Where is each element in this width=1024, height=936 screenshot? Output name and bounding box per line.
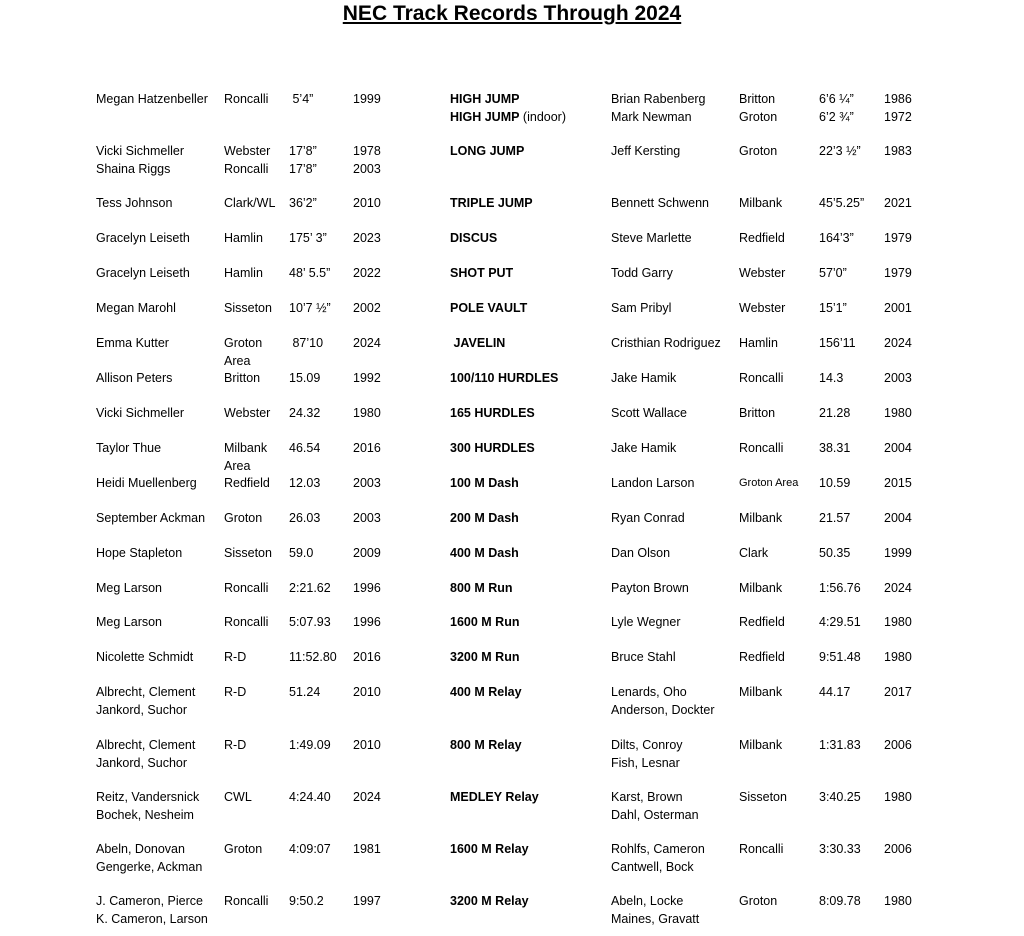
- boys-school: Milbank: [739, 581, 783, 595]
- boys-name: Abeln, Locke Maines, Gravatt: [611, 894, 700, 926]
- boys-mark: 44.17: [819, 685, 851, 699]
- girls-mark: 17’8” 17’8”: [289, 144, 317, 176]
- girls-mark: 87’10: [289, 336, 324, 350]
- girls-mark: 4:09:07: [289, 842, 331, 856]
- event-name: [450, 335, 505, 353]
- event-label: MEDLEY Relay: [450, 790, 539, 804]
- record-row: [0, 230, 1024, 270]
- girls-mark: 59.0: [289, 546, 314, 560]
- record-row: [0, 545, 1024, 585]
- boys-school: Milbank: [739, 738, 783, 752]
- girls-mark: 4:24.40: [289, 790, 331, 804]
- girls-school: Webster Roncalli: [224, 144, 271, 176]
- event-name: [450, 370, 558, 388]
- record-row: [0, 335, 1024, 375]
- boys-school: Clark: [739, 546, 769, 560]
- girls-year: 1992: [353, 371, 381, 385]
- boys-year: 2015: [884, 476, 912, 490]
- girls-school: Groton: [224, 842, 263, 856]
- girls-name: Allison Peters: [96, 371, 173, 385]
- boys-mark: 6’6 ¼” 6’2 ¾”: [819, 92, 854, 124]
- girls-school: Roncalli: [224, 894, 269, 908]
- boys-name: Cristhian Rodriguez: [611, 336, 721, 350]
- boys-name: Scott Wallace: [611, 406, 687, 420]
- girls-school: Groton Area: [224, 336, 263, 368]
- event-name: [450, 684, 522, 702]
- boys-name: Sam Pribyl: [611, 301, 672, 315]
- girls-name: Meg Larson: [96, 581, 163, 595]
- girls-mark: 12.03: [289, 476, 321, 490]
- event-label: DISCUS: [450, 231, 498, 245]
- event-label: JAVELIN: [450, 336, 506, 350]
- boys-mark: 45’5.25”: [819, 196, 865, 210]
- boys-mark: 22’3 ½”: [819, 144, 861, 158]
- boys-name: Bennett Schwenn: [611, 196, 709, 210]
- boys-mark: 3:40.25: [819, 790, 861, 804]
- boys-year: 1986 1972: [884, 92, 912, 124]
- event-label: 1600 M Run: [450, 615, 520, 629]
- girls-year: 1978 2003: [353, 144, 381, 176]
- event-label: 100 M Dash: [450, 476, 519, 490]
- girls-mark: 2:21.62: [289, 581, 331, 595]
- girls-name: Tess Johnson: [96, 196, 173, 210]
- boys-year: 1980: [884, 406, 912, 420]
- event-label: 800 M Run: [450, 581, 513, 595]
- boys-mark: 3:30.33: [819, 842, 861, 856]
- boys-name: Jake Hamik: [611, 441, 677, 455]
- girls-name: J. Cameron, Pierce K. Cameron, Larson: [96, 894, 208, 926]
- girls-mark: 26.03: [289, 511, 321, 525]
- girls-name: Albrecht, Clement Jankord, Suchor: [96, 738, 196, 770]
- event-note: (indoor): [519, 109, 566, 124]
- record-row: [0, 195, 1024, 235]
- girls-name: Vicki Sichmeller: [96, 406, 184, 420]
- record-row: [0, 440, 1024, 480]
- event-name: [450, 405, 535, 423]
- record-row: [0, 405, 1024, 445]
- boys-name: Lyle Wegner: [611, 615, 681, 629]
- girls-name: Hope Stapleton: [96, 546, 183, 560]
- girls-year: 2010: [353, 196, 381, 210]
- girls-mark: 48’ 5.5”: [289, 266, 331, 280]
- boys-name: Lenards, Oho Anderson, Dockter: [611, 685, 715, 717]
- event-label: 3200 M Run: [450, 650, 520, 664]
- event-name: [450, 841, 529, 859]
- boys-school: Milbank: [739, 511, 783, 525]
- girls-mark: 5:07.93: [289, 615, 331, 629]
- boys-name: Landon Larson: [611, 476, 695, 490]
- boys-mark: 14.3: [819, 371, 844, 385]
- event-label: 165 HURDLES: [450, 406, 535, 420]
- girls-mark: 5’4”: [289, 92, 314, 106]
- girls-year: 2002: [353, 301, 381, 315]
- girls-mark: 11:52.80: [289, 650, 337, 664]
- boys-school: Redfield: [739, 650, 785, 664]
- event-label: 100/110 HURDLES: [450, 371, 559, 385]
- boys-school: Britton Groton: [739, 92, 778, 124]
- boys-school: Roncalli: [739, 441, 784, 455]
- boys-year: 2006: [884, 738, 912, 752]
- girls-year: 1996: [353, 581, 381, 595]
- girls-name: September Ackman: [96, 511, 206, 525]
- boys-mark: 8:09.78: [819, 894, 861, 908]
- boys-name: Dilts, Conroy Fish, Lesnar: [611, 738, 683, 770]
- boys-school: Milbank: [739, 196, 783, 210]
- boys-year: 2004: [884, 511, 912, 525]
- girls-school: Hamlin: [224, 231, 263, 245]
- event-label: POLE VAULT: [450, 301, 528, 315]
- girls-year: 1980: [353, 406, 381, 420]
- record-row: [0, 737, 1024, 777]
- boys-school: Webster: [739, 266, 786, 280]
- girls-year: 2016: [353, 441, 381, 455]
- record-row: [0, 893, 1024, 933]
- boys-mark: 10.59: [819, 476, 851, 490]
- event-label: 1600 M Relay: [450, 842, 529, 856]
- event-label: HIGH JUMP: [450, 92, 520, 106]
- boys-year: 2004: [884, 441, 912, 455]
- event-label: 200 M Dash: [450, 511, 519, 525]
- event-name: [450, 440, 535, 458]
- girls-year: 2022: [353, 266, 381, 280]
- boys-mark: 50.35: [819, 546, 851, 560]
- boys-name: Payton Brown: [611, 581, 689, 595]
- boys-mark: 15’1”: [819, 301, 847, 315]
- event-label: 300 HURDLES: [450, 441, 535, 455]
- event-name: [450, 475, 519, 493]
- event-label: 400 M Dash: [450, 546, 519, 560]
- record-row: [0, 684, 1024, 724]
- boys-name: Steve Marlette: [611, 231, 692, 245]
- boys-school: Groton: [739, 894, 778, 908]
- girls-mark: 24.32: [289, 406, 321, 420]
- girls-school: Hamlin: [224, 266, 263, 280]
- boys-name: Brian Rabenberg Mark Newman: [611, 92, 706, 124]
- boys-mark: 1:56.76: [819, 581, 861, 595]
- record-row: [0, 841, 1024, 881]
- event-name: [450, 737, 522, 755]
- event-label: 3200 M Relay: [450, 894, 529, 908]
- girls-name: Megan Hatzenbeller: [96, 92, 208, 106]
- record-row: [0, 510, 1024, 550]
- boys-name: Bruce Stahl: [611, 650, 676, 664]
- event-name: [450, 300, 527, 318]
- boys-mark: 21.28: [819, 406, 851, 420]
- event-name: [450, 580, 513, 598]
- girls-mark: 10’7 ½”: [289, 301, 331, 315]
- girls-year: 1997: [353, 894, 381, 908]
- boys-year: 1979: [884, 231, 912, 245]
- event-label: TRIPLE JUMP: [450, 196, 533, 210]
- girls-mark: 9:50.2: [289, 894, 324, 908]
- boys-school: Groton: [739, 144, 778, 158]
- event-name: [450, 91, 566, 126]
- girls-school: R-D: [224, 650, 247, 664]
- boys-school: Webster: [739, 301, 786, 315]
- girls-mark: 15.09: [289, 371, 321, 385]
- girls-name: Heidi Muellenberg: [96, 476, 197, 490]
- boys-name: Jeff Kersting: [611, 144, 681, 158]
- girls-school: Roncalli: [224, 92, 269, 106]
- girls-school: Groton: [224, 511, 263, 525]
- girls-year: 2024: [353, 336, 381, 350]
- boys-school: Hamlin: [739, 336, 778, 350]
- boys-year: 1980: [884, 790, 912, 804]
- event-name: [450, 195, 533, 213]
- boys-school: Roncalli: [739, 842, 784, 856]
- girls-year: 1996: [353, 615, 381, 629]
- boys-year: 2017: [884, 685, 912, 699]
- event-name: [450, 143, 524, 161]
- boys-name: Jake Hamik: [611, 371, 677, 385]
- event-name: [450, 789, 539, 807]
- page-title: NEC Track Records Through 2024: [342, 2, 682, 25]
- event-name: [450, 230, 497, 248]
- boys-year: 2021: [884, 196, 912, 210]
- girls-name: Abeln, Donovan Gengerke, Ackman: [96, 842, 203, 874]
- girls-year: 2003: [353, 511, 381, 525]
- event-name: [450, 510, 519, 528]
- girls-name: Emma Kutter: [96, 336, 169, 350]
- boys-school: Redfield: [739, 231, 785, 245]
- boys-year: 2003: [884, 371, 912, 385]
- boys-mark: 21.57: [819, 511, 851, 525]
- record-row: [0, 649, 1024, 689]
- girls-name: Taylor Thue: [96, 441, 162, 455]
- boys-year: 1980: [884, 650, 912, 664]
- boys-year: 1980: [884, 615, 912, 629]
- girls-school: Sisseton: [224, 546, 272, 560]
- boys-year: 1983: [884, 144, 912, 158]
- girls-year: 2009: [353, 546, 381, 560]
- boys-mark: 4:29.51: [819, 615, 861, 629]
- record-row: [0, 300, 1024, 340]
- boys-year: 2024: [884, 336, 912, 350]
- boys-mark: 57’0”: [819, 266, 847, 280]
- boys-name: Karst, Brown Dahl, Osterman: [611, 790, 699, 822]
- boys-mark: 1:31.83: [819, 738, 861, 752]
- girls-name: Meg Larson: [96, 615, 163, 629]
- girls-name: Albrecht, Clement Jankord, Suchor: [96, 685, 196, 717]
- boys-mark: 156’11: [819, 336, 856, 350]
- boys-school: Milbank: [739, 685, 783, 699]
- girls-mark: 46.54: [289, 441, 321, 455]
- boys-year: 1999: [884, 546, 912, 560]
- girls-year: 2003: [353, 476, 381, 490]
- boys-school: Groton Area: [739, 477, 799, 489]
- girls-mark: 51.24: [289, 685, 321, 699]
- boys-mark: 38.31: [819, 441, 851, 455]
- event-name: [450, 649, 519, 667]
- girls-mark: 36’2”: [289, 196, 317, 210]
- record-row: [0, 143, 1024, 183]
- girls-year: 2024: [353, 790, 381, 804]
- record-row: [0, 91, 1024, 131]
- boys-school: Britton: [739, 406, 776, 420]
- record-row: [0, 265, 1024, 305]
- event-label: SHOT PUT: [450, 266, 514, 280]
- boys-year: 2001: [884, 301, 912, 315]
- girls-name: Gracelyn Leiseth: [96, 231, 190, 245]
- event-label: LONG JUMP: [450, 144, 525, 158]
- boys-school: Redfield: [739, 615, 785, 629]
- girls-school: Clark/WL: [224, 196, 276, 210]
- girls-school: Sisseton: [224, 301, 272, 315]
- event-label: 800 M Relay: [450, 738, 522, 752]
- girls-school: Redfield: [224, 476, 270, 490]
- event-label: 400 M Relay: [450, 685, 522, 699]
- girls-year: 2016: [353, 650, 381, 664]
- boys-year: 1979: [884, 266, 912, 280]
- record-row: [0, 614, 1024, 654]
- girls-name: Reitz, Vandersnick Bochek, Nesheim: [96, 790, 200, 822]
- record-row: [0, 370, 1024, 410]
- girls-school: Webster: [224, 406, 271, 420]
- event-name: [450, 545, 519, 563]
- girls-year: 2010: [353, 738, 381, 752]
- girls-school: Roncalli: [224, 615, 269, 629]
- girls-year: 2010: [353, 685, 381, 699]
- event-name: [450, 614, 519, 632]
- girls-mark: 1:49.09: [289, 738, 331, 752]
- girls-school: CWL: [224, 790, 252, 804]
- boys-year: 2006: [884, 842, 912, 856]
- boys-mark: 164’3”: [819, 231, 854, 245]
- girls-name: Nicolette Schmidt: [96, 650, 194, 664]
- girls-year: 1981: [353, 842, 381, 856]
- girls-name: Vicki Sichmeller Shaina Riggs: [96, 144, 184, 176]
- boys-school: Sisseton: [739, 790, 787, 804]
- girls-year: 1999: [353, 92, 381, 106]
- girls-school: Roncalli: [224, 581, 269, 595]
- girls-school: Britton: [224, 371, 261, 385]
- boys-name: Ryan Conrad: [611, 511, 685, 525]
- record-row: [0, 475, 1024, 515]
- boys-school: Roncalli: [739, 371, 784, 385]
- event-name: [450, 265, 513, 283]
- girls-name: Gracelyn Leiseth: [96, 266, 190, 280]
- girls-school: Milbank Area: [224, 441, 268, 473]
- boys-name: Rohlfs, Cameron Cantwell, Bock: [611, 842, 705, 874]
- boys-name: Todd Garry: [611, 266, 673, 280]
- girls-year: 2023: [353, 231, 381, 245]
- event-label-indoor: HIGH JUMP: [450, 109, 520, 124]
- girls-name: Megan Marohl: [96, 301, 176, 315]
- boys-year: 1980: [884, 894, 912, 908]
- boys-name: Dan Olson: [611, 546, 671, 560]
- girls-school: R-D: [224, 738, 247, 752]
- boys-mark: 9:51.48: [819, 650, 861, 664]
- girls-mark: 175’ 3”: [289, 231, 327, 245]
- record-row: [0, 789, 1024, 829]
- event-name: [450, 893, 529, 911]
- girls-school: R-D: [224, 685, 247, 699]
- boys-year: 2024: [884, 581, 912, 595]
